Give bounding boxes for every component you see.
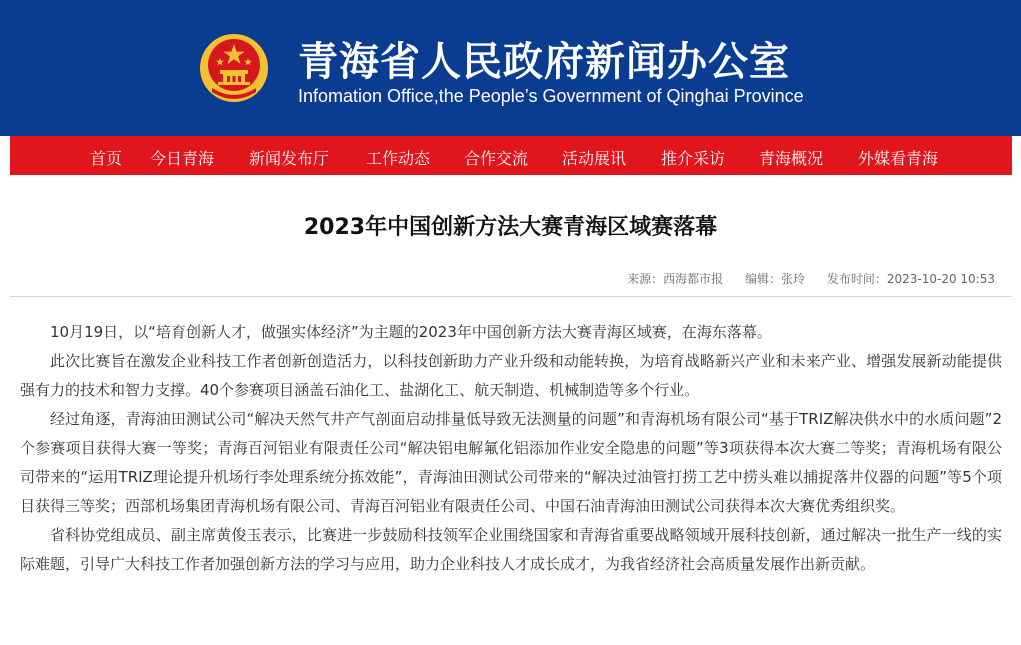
article-publish-time: 发布时间：2023-10-20 10:53 xyxy=(826,272,995,286)
nav-item-events[interactable]: 活动展讯 xyxy=(562,149,627,168)
nav-item-interviews[interactable]: 推介采访 xyxy=(661,149,726,168)
article-meta xyxy=(609,270,995,287)
header-banner xyxy=(0,0,1021,136)
nav-item-home[interactable]: 首页 xyxy=(90,149,123,168)
main-nav xyxy=(10,136,1012,175)
nav-item-foreign-media[interactable]: 外媒看青海 xyxy=(858,149,939,168)
article-body xyxy=(20,318,1002,579)
national-emblem-icon xyxy=(198,32,270,104)
article-editor: 编辑：张玲 xyxy=(745,272,806,286)
nav-item-press-hall[interactable]: 新闻发布厅 xyxy=(249,149,330,168)
site-title: 青海省人民政府新闻办公室 xyxy=(298,39,790,85)
article-paragraph: 此次比赛旨在激发企业科技工作者创新创造活力，以科技创新助力产业升级和动能转换，为培育战略新兴产业和未来产业、增强发展新动能提供强有力的技术和智力支撑。40个参赛项目涵盖石油化工、盐湖化工、航天制造、机械制造等多个行业。 xyxy=(20,352,1002,399)
article-paragraph: 省科协党组成员、副主席黄俊玉表示，比赛进一步鼓励科技领军企业围绕国家和青海省重要战略领域开展科技创新，通过解决一批生产一线的实际难题，引导广大科技工作者加强创新方法的学习与应用，助力企业科技人才成长成才，为我省经济社会高质量发展作出新贡献。 xyxy=(20,526,1002,573)
divider xyxy=(10,296,1012,297)
nav-item-overview[interactable]: 青海概况 xyxy=(759,149,824,168)
nav-item-cooperation[interactable]: 合作交流 xyxy=(464,149,529,168)
nav-item-today-qinghai[interactable]: 今日青海 xyxy=(150,149,215,168)
article-source: 来源：西海都市报 xyxy=(627,272,724,286)
nav-item-work-news[interactable]: 工作动态 xyxy=(366,149,431,168)
site-subtitle: Infomation Office,the People’s Government of Qinghai Province xyxy=(298,86,804,106)
article-paragraph: 10月19日，以“培育创新人才，做强实体经济”为主题的2023年中国创新方法大赛青海区域赛，在海东落幕。 xyxy=(50,323,772,341)
article-title: 2023年中国创新方法大赛青海区域赛落幕 xyxy=(303,215,718,240)
article-paragraph: 经过角逐，青海油田测试公司“解决天然气井产气剖面启动排量低导致无法测量的问题”和青海机场有限公司“基于TRIZ解决供水中的水质问题”2个参赛项目获得大赛一等奖；青海百河铝业有限责任公司“解决铝电解氟化铝添加作业安全隐患的问题”等3项获得本次大赛二等奖；青海机场有限公司带来的“运用TRIZ理论提升机场行李处理系统分拣效能”，青海油田测试公司带来的“解决过油管打捞工艺中捞头难以捕捉落井仪器的问题”等5个项目获得三等奖；西部机场集团青海机场有限公司、青海百河铝业有限责任公司、中国石油青海油田测试公司获得本次大赛优秀组织奖。 xyxy=(20,410,1002,515)
